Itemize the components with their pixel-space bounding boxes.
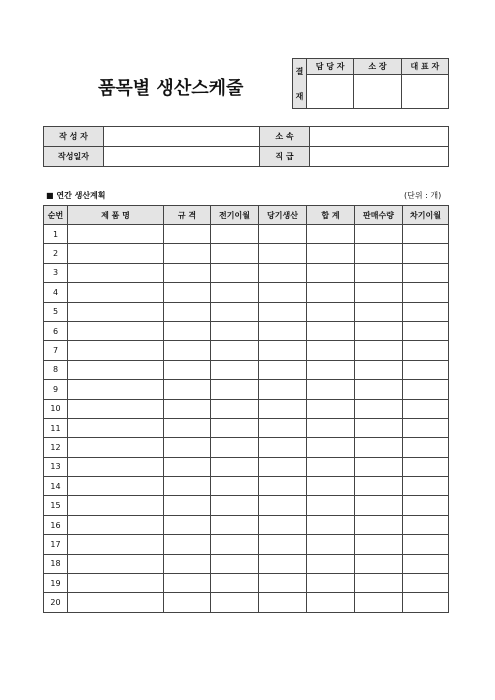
table-cell[interactable] (259, 321, 307, 340)
table-cell[interactable] (403, 418, 449, 437)
table-cell[interactable] (259, 418, 307, 437)
table-cell[interactable] (211, 593, 259, 612)
table-cell[interactable] (68, 554, 164, 573)
table-cell[interactable] (355, 283, 403, 302)
table-cell[interactable] (68, 535, 164, 554)
table-row (44, 244, 449, 263)
position-label: 직 급 (260, 147, 310, 167)
table-cell[interactable] (164, 457, 211, 476)
table-cell[interactable] (164, 593, 211, 612)
table-cell[interactable] (68, 283, 164, 302)
section-title: ■ 연간 생산계획 (46, 191, 106, 200)
table-cell[interactable] (211, 574, 259, 593)
dept-field[interactable] (310, 127, 449, 147)
approval-sign-manager[interactable] (307, 75, 354, 109)
table-row (44, 477, 449, 496)
table-cell[interactable] (355, 574, 403, 593)
table-cell[interactable] (164, 341, 211, 360)
table-cell[interactable] (259, 225, 307, 244)
table-cell[interactable] (211, 477, 259, 496)
table-cell[interactable] (403, 399, 449, 418)
table-cell[interactable] (403, 554, 449, 573)
column-header: 합 계 (307, 206, 355, 225)
table-row (44, 438, 449, 457)
row-number: 9 (44, 380, 68, 399)
table-cell[interactable] (307, 477, 355, 496)
table-cell[interactable] (355, 321, 403, 340)
table-cell[interactable] (164, 399, 211, 418)
table-cell[interactable] (355, 535, 403, 554)
column-header: 전기이월 (211, 206, 259, 225)
table-cell[interactable] (355, 457, 403, 476)
date-label: 작성일자 (44, 147, 104, 167)
table-cell[interactable] (259, 263, 307, 282)
table-row (44, 554, 449, 573)
approval-side-char-1: 결 (295, 66, 304, 76)
table-cell[interactable] (307, 302, 355, 321)
table-cell[interactable] (211, 438, 259, 457)
table-cell[interactable] (403, 496, 449, 515)
table-cell[interactable] (403, 225, 449, 244)
table-cell[interactable] (403, 515, 449, 534)
table-cell[interactable] (259, 283, 307, 302)
column-header: 차기이월 (403, 206, 449, 225)
table-cell[interactable] (164, 244, 211, 263)
table-cell[interactable] (403, 244, 449, 263)
table-cell[interactable] (307, 360, 355, 379)
table-cell[interactable] (68, 477, 164, 496)
table-cell[interactable] (259, 302, 307, 321)
table-cell[interactable] (307, 341, 355, 360)
row-number: 4 (44, 283, 68, 302)
table-cell[interactable] (164, 302, 211, 321)
column-header: 제 품 명 (68, 206, 164, 225)
row-number: 11 (44, 418, 68, 437)
table-row (44, 283, 449, 302)
table-cell[interactable] (164, 554, 211, 573)
table-cell[interactable] (403, 457, 449, 476)
table-cell[interactable] (307, 535, 355, 554)
approval-sign-director[interactable] (354, 75, 401, 109)
table-cell[interactable] (68, 418, 164, 437)
table-row (44, 593, 449, 612)
table-cell[interactable] (211, 496, 259, 515)
table-cell[interactable] (403, 263, 449, 282)
table-cell[interactable] (355, 302, 403, 321)
table-cell[interactable] (307, 380, 355, 399)
table-cell[interactable] (211, 535, 259, 554)
table-cell[interactable] (164, 477, 211, 496)
table-cell[interactable] (307, 263, 355, 282)
dept-label: 소 속 (260, 127, 310, 147)
table-cell[interactable] (355, 225, 403, 244)
approval-header-director: 소 장 (354, 59, 401, 75)
table-row (44, 360, 449, 379)
table-cell[interactable] (259, 593, 307, 612)
table-cell[interactable] (68, 438, 164, 457)
writer-label: 작 성 자 (44, 127, 104, 147)
table-cell[interactable] (259, 399, 307, 418)
table-row (44, 515, 449, 534)
approval-sign-ceo[interactable] (401, 75, 448, 109)
table-cell[interactable] (403, 302, 449, 321)
column-header: 판매수량 (355, 206, 403, 225)
row-number: 15 (44, 496, 68, 515)
table-cell[interactable] (307, 418, 355, 437)
row-number: 8 (44, 360, 68, 379)
row-number: 10 (44, 399, 68, 418)
column-header: 순번 (44, 206, 68, 225)
unit-note: (단위 : 개) (404, 191, 442, 200)
table-row (44, 457, 449, 476)
table-row (44, 574, 449, 593)
table-cell[interactable] (355, 360, 403, 379)
plan-body (44, 225, 449, 613)
table-cell[interactable] (68, 593, 164, 612)
table-cell[interactable] (211, 341, 259, 360)
table-cell[interactable] (68, 380, 164, 399)
table-cell[interactable] (211, 283, 259, 302)
table-cell[interactable] (164, 418, 211, 437)
table-cell[interactable] (307, 244, 355, 263)
table-cell[interactable] (68, 244, 164, 263)
table-cell[interactable] (68, 321, 164, 340)
table-cell[interactable] (355, 418, 403, 437)
table-cell[interactable] (403, 593, 449, 612)
table-cell[interactable] (211, 360, 259, 379)
table-row (44, 399, 449, 418)
table-cell[interactable] (68, 496, 164, 515)
table-cell[interactable] (68, 360, 164, 379)
row-number: 20 (44, 593, 68, 612)
approval-side-label (293, 59, 307, 109)
author-info-table (43, 126, 449, 167)
table-cell[interactable] (211, 321, 259, 340)
column-header: 규 격 (164, 206, 211, 225)
approval-header-ceo: 대 표 자 (401, 59, 448, 75)
table-cell[interactable] (403, 283, 449, 302)
table-cell[interactable] (164, 283, 211, 302)
table-cell[interactable] (355, 554, 403, 573)
table-cell[interactable] (403, 321, 449, 340)
table-cell[interactable] (68, 515, 164, 534)
table-cell[interactable] (164, 225, 211, 244)
row-number: 13 (44, 457, 68, 476)
table-cell[interactable] (211, 418, 259, 437)
row-number: 3 (44, 263, 68, 282)
table-row (44, 496, 449, 515)
table-cell[interactable] (259, 341, 307, 360)
table-cell[interactable] (164, 515, 211, 534)
table-cell[interactable] (164, 380, 211, 399)
table-cell[interactable] (307, 593, 355, 612)
table-cell[interactable] (307, 283, 355, 302)
table-cell[interactable] (211, 399, 259, 418)
table-cell[interactable] (211, 263, 259, 282)
table-cell[interactable] (259, 244, 307, 263)
table-cell[interactable] (307, 225, 355, 244)
page-title: 품목별 생산스케줄 (98, 78, 244, 99)
table-cell[interactable] (355, 244, 403, 263)
table-cell[interactable] (259, 380, 307, 399)
table-cell[interactable] (307, 554, 355, 573)
table-cell[interactable] (164, 535, 211, 554)
table-cell[interactable] (355, 399, 403, 418)
table-cell[interactable] (68, 225, 164, 244)
table-cell[interactable] (403, 438, 449, 457)
table-cell[interactable] (355, 380, 403, 399)
plan-header-row (44, 206, 449, 225)
row-number: 2 (44, 244, 68, 263)
table-cell[interactable] (355, 477, 403, 496)
table-cell[interactable] (307, 457, 355, 476)
row-number: 16 (44, 515, 68, 534)
table-row (44, 418, 449, 437)
table-cell[interactable] (307, 321, 355, 340)
approval-header-manager: 담 당 자 (307, 59, 354, 75)
table-cell[interactable] (259, 554, 307, 573)
table-row (44, 321, 449, 340)
table-cell[interactable] (211, 302, 259, 321)
row-number: 17 (44, 535, 68, 554)
table-cell[interactable] (307, 438, 355, 457)
table-cell[interactable] (259, 515, 307, 534)
table-cell[interactable] (307, 574, 355, 593)
table-cell[interactable] (355, 496, 403, 515)
row-number: 7 (44, 341, 68, 360)
table-cell[interactable] (403, 477, 449, 496)
table-cell[interactable] (259, 457, 307, 476)
table-cell[interactable] (164, 360, 211, 379)
table-cell[interactable] (259, 477, 307, 496)
table-row (44, 263, 449, 282)
row-number: 19 (44, 574, 68, 593)
table-cell[interactable] (403, 341, 449, 360)
table-cell[interactable] (307, 515, 355, 534)
table-cell[interactable] (403, 574, 449, 593)
row-number: 14 (44, 477, 68, 496)
table-cell[interactable] (403, 535, 449, 554)
table-row (44, 302, 449, 321)
table-row (44, 341, 449, 360)
table-cell[interactable] (403, 380, 449, 399)
table-cell[interactable] (355, 438, 403, 457)
table-cell[interactable] (355, 593, 403, 612)
approval-side-char-2: 재 (295, 91, 304, 101)
table-cell[interactable] (164, 438, 211, 457)
table-cell[interactable] (355, 341, 403, 360)
table-cell[interactable] (211, 225, 259, 244)
table-cell[interactable] (403, 360, 449, 379)
position-field[interactable] (310, 147, 449, 167)
table-cell[interactable] (307, 399, 355, 418)
table-cell[interactable] (259, 496, 307, 515)
row-number: 12 (44, 438, 68, 457)
date-field[interactable] (104, 147, 260, 167)
table-cell[interactable] (164, 574, 211, 593)
table-row (44, 225, 449, 244)
table-cell[interactable] (68, 302, 164, 321)
table-cell[interactable] (68, 574, 164, 593)
table-row (44, 535, 449, 554)
table-cell[interactable] (355, 263, 403, 282)
table-cell[interactable] (68, 341, 164, 360)
row-number: 5 (44, 302, 68, 321)
table-cell[interactable] (68, 457, 164, 476)
table-cell[interactable] (259, 535, 307, 554)
row-number: 1 (44, 225, 68, 244)
table-cell[interactable] (307, 496, 355, 515)
table-cell[interactable] (68, 399, 164, 418)
table-cell[interactable] (211, 457, 259, 476)
table-cell[interactable] (259, 438, 307, 457)
row-number: 6 (44, 321, 68, 340)
table-cell[interactable] (355, 515, 403, 534)
production-plan-table (43, 205, 449, 613)
writer-field[interactable] (104, 127, 260, 147)
approval-table (292, 58, 449, 109)
table-cell[interactable] (211, 515, 259, 534)
row-number: 18 (44, 554, 68, 573)
table-cell[interactable] (68, 263, 164, 282)
table-cell[interactable] (259, 574, 307, 593)
table-cell[interactable] (259, 360, 307, 379)
table-cell[interactable] (164, 321, 211, 340)
table-cell[interactable] (164, 496, 211, 515)
column-header: 당기생산 (259, 206, 307, 225)
table-row (44, 380, 449, 399)
table-cell[interactable] (211, 244, 259, 263)
table-cell[interactable] (211, 554, 259, 573)
table-cell[interactable] (164, 263, 211, 282)
table-cell[interactable] (211, 380, 259, 399)
